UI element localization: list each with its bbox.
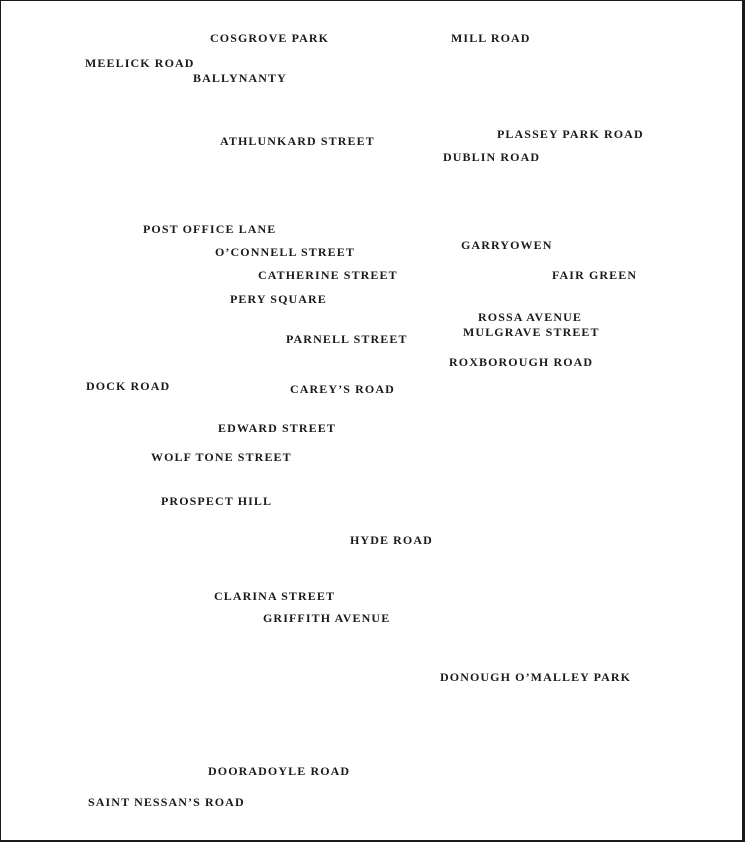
place-label-post-office-lane: POST OFFICE LANE (143, 222, 277, 236)
place-label-roxborough-road: ROXBOROUGH ROAD (449, 355, 594, 369)
place-label-mill-road: MILL ROAD (451, 31, 531, 45)
place-label-edward-street: EDWARD STREET (218, 421, 336, 435)
place-label-athlunkard-street: ATHLUNKARD STREET (220, 134, 375, 148)
place-label-prospect-hill: PROSPECT HILL (161, 494, 273, 508)
place-label-hyde-road: HYDE ROAD (350, 533, 433, 547)
place-label-catherine-street: CATHERINE STREET (258, 268, 398, 282)
place-label-cosgrove-park: COSGROVE PARK (210, 31, 330, 45)
place-label-parnell-street: PARNELL STREET (286, 332, 408, 346)
place-label-meelick-road: MEELICK ROAD (85, 56, 195, 70)
place-label-oconnell-street: O’CONNELL STREET (215, 245, 355, 259)
place-label-donough-omalley-park: DONOUGH O’MALLEY PARK (440, 670, 632, 684)
place-label-dock-road: DOCK ROAD (86, 379, 171, 393)
place-label-wolf-tone-street: WOLF TONE STREET (151, 450, 292, 464)
place-label-pery-square: PERY SQUARE (230, 292, 327, 306)
place-label-careys-road: CAREY’S ROAD (290, 382, 395, 396)
place-label-fair-green: FAIR GREEN (552, 268, 638, 282)
place-label-dublin-road: DUBLIN ROAD (443, 150, 541, 164)
place-label-mulgrave-street: MULGRAVE STREET (463, 325, 600, 339)
place-label-ballynanty: BALLYNANTY (193, 71, 287, 85)
place-label-garryowen: GARRYOWEN (461, 238, 553, 252)
place-label-saint-nessans-road: SAINT NESSAN’S ROAD (88, 795, 245, 809)
place-label-dooradoyle-road: DOORADOYLE ROAD (208, 764, 351, 778)
place-label-plassey-park-road: PLASSEY PARK ROAD (497, 127, 644, 141)
place-label-clarina-street: CLARINA STREET (214, 589, 336, 603)
place-label-griffith-avenue: GRIFFITH AVENUE (263, 611, 391, 625)
place-label-rossa-avenue: ROSSA AVENUE (478, 310, 583, 324)
